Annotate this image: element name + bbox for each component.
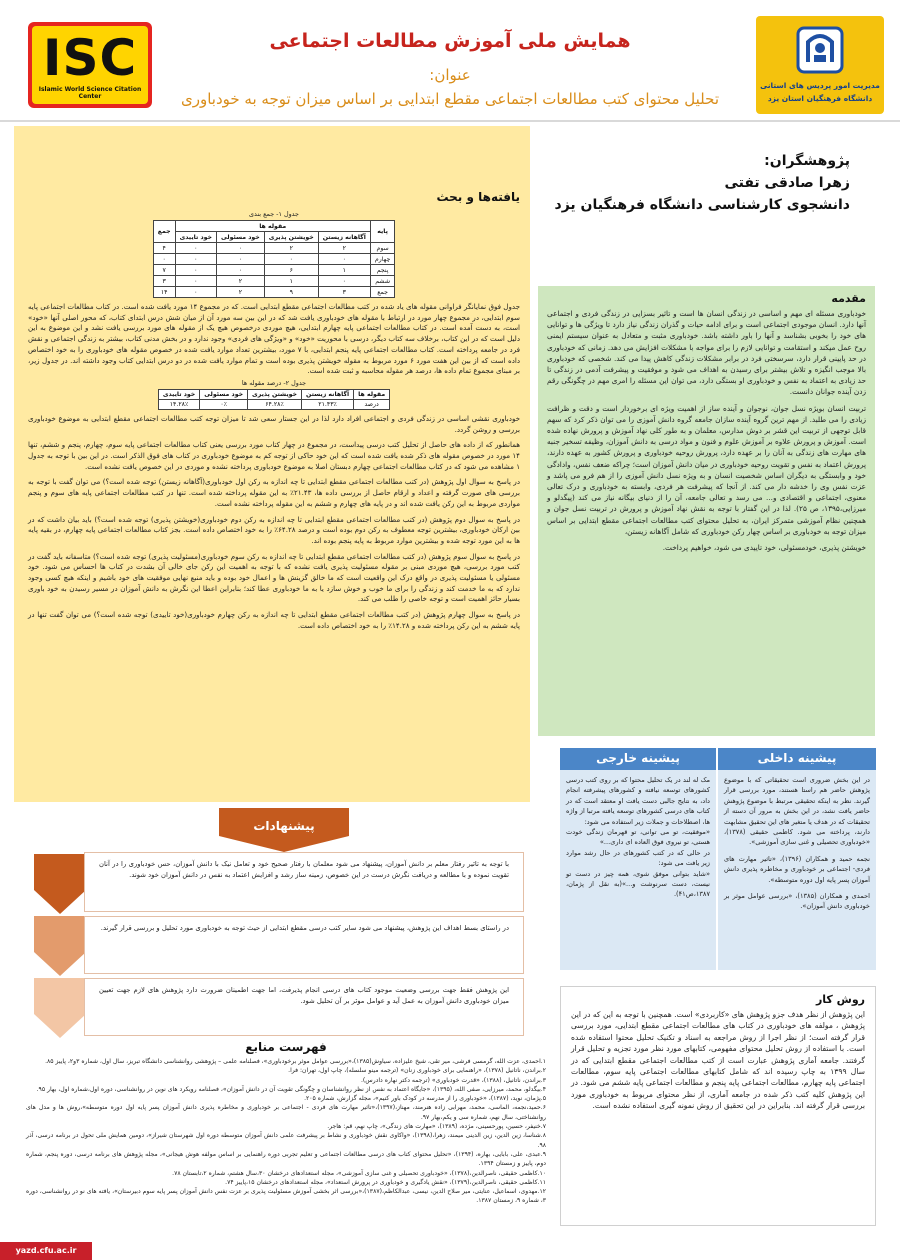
table-cell: ۰ <box>264 254 318 265</box>
table-cell: ۶ <box>264 265 318 276</box>
reference-item: ۲.براندن، ناتانیل (۱۳۷۸)، «راهنمایی برای خودباوری زنان» (ترجمه مینو سلسله)، چاپ اول، تهران: فرا. <box>288 1067 546 1075</box>
conference-title: همایش ملی آموزش مطالعات اجتماعی <box>269 30 631 52</box>
method-heading: روش کار <box>815 993 865 1006</box>
isc-logo-inner <box>32 26 148 104</box>
isc-logo <box>28 22 152 108</box>
table-cell: ۲ <box>318 243 370 254</box>
table-cell: ۲ <box>216 287 264 298</box>
method-box <box>560 986 876 1226</box>
reference-item: ۱۰.کاظمی حقیقی، ناصرالدین،(۱۳۷۸)، «خودباوری تحصیلی و غنی سازی آموزشی»، مجله استعدادهای درخشان ۳۰،سال هشتم، شماره ۲،تابستان ۷۸. <box>172 1169 546 1177</box>
table-cell: ۲ <box>264 243 318 254</box>
university-logo <box>756 16 884 114</box>
introduction-box <box>538 286 875 736</box>
table-cell: ۱۴ <box>153 287 175 298</box>
table-cell: ۱ <box>264 276 318 287</box>
findings-paragraph: در پاسخ به سوال دوم پژوهش (در کتب مطالعات اجتماعی مقطع ابتدایی تا چه اندازه به رکن دوم خودباوری(خویشتن پذیری) توجه شده است؟) باید بیان داشت که در بین ارکان خودباوری، بیشترین توجه معطوف به رکن دوم بوده است و درصد ۶۴.۲۸٪ را به خود اختصاص داده است. بجز کتاب مطالعات اجتماعی پایه چهارم، در بقیه پایه ها به این مورد توجه شده و بیشترین موارد مربوط به پایه پنجم بوده اند. <box>28 514 520 545</box>
introduction-heading: مقدمه <box>831 292 866 305</box>
findings-paragraph: در پاسخ به سوال چهارم پژوهش (در کتب مطالعات اجتماعی مقطع ابتدایی تا چه اندازه به رکن چهارم خودباوری(خود تاییدی) توجه شده است؟) می توان گفت تنها در پایه ششم به این رکن پرداخته شده و ۱۴.۲۸٪ را به خود اختصاص داده است. <box>28 610 520 630</box>
references-list <box>26 1057 546 1206</box>
external-background-paragraph: «موفقیت، تو می توانی، تو قهرمان زندگی خودت هستی، تو نیروی فوق العاده ای داری...» <box>566 828 710 847</box>
table-cell: ۲۱.۴۳٪ <box>302 399 354 409</box>
table-subheader: خویشتن پذیری <box>264 232 318 243</box>
internal-background-box <box>718 748 876 970</box>
reference-item: ۱۱.کاظمی حقیقی، ناصرالدین،(۱۳۷۹)، «نقش یادگیری و خودباوری در پرورش استعداد»، مجله استعدادهای درخشان ۱۵،پاییز ۷۴. <box>225 1178 546 1186</box>
table-row <box>153 287 395 298</box>
findings-paragraph: جدول فوق نمایانگر فراوانی مقوله های یاد شده در کتب مطالعات اجتماعی مقطع ابتدایی است. که در مجموع ۱۴ مورد یافت شده است. در کتاب مطالعات اجتماعی پایه سوم ابتدایی، در مجموع چهار مورد در ارتباط با مقوله های خودباوری یافت شد که در این بین سه مورد آن از میان شش درس ابتدای کتاب، که محور اصلی آنها «خود» است، به دست آمده است. در کتاب مطالعات اجتماعی پایه چهارم ابتدایی، هیچ موردی درخصوص هیچ یک از مقوله های مورد بررسی یافت نشد و این موضوع به این دلیل است که در این کتاب، برخلاف سه کتاب دیگر، درسی با محوریت «خود» و «ویژگی های فردی» وجود ندارد و در بخش مدنی کتاب، بیشتر به زندگی اجتماعی و نقش فرد در جامعه پرداخته است. کتاب مطالعات اجتماعی پایه پنجم ابتدایی، با ۷ مورد، بیشترین تعداد موارد یافت شده در خصوص مقوله های خودباوری را به خود اختصاص داده است که از بین این هفت مورد ۶ مورد مربوط به مقوله خویشتن پذیری بوده است و تمام موارد یافت شده در دو درس ابتدایی کتاب وجود داشته اند. در جدول زیر، بر مبنای مجموع تمام داده ها، درصد هر مقوله محاسبه و ثبت شده است. <box>28 302 521 376</box>
reference-item: ۱.احمدی، عزت الله، گرمسی فرشی، میر تقی، شیخ علیزاده، سیاوش(۱۳۸۵)،«بررسی عوامل موثر برخودباوری»، فصلنامه علمی – پژوهشی روانشناسی دانشگاه تبریز، سال اول، شماره ۳و۲، پاییز ۸۵. <box>45 1058 546 1065</box>
researchers-block <box>550 150 850 216</box>
table-header: آگاهانه زیستن <box>302 389 354 399</box>
table-cell: ۷ <box>153 265 175 276</box>
suggestion-item: این پژوهش فقط جهت بررسی وضعیت موجود کتاب های درسی انجام پذیرفت، اما جهت اطمینان ضرورت دارد پژوهش های لازم جهت تعیین میزان خودباوری دانش آموزان به عمل آید و عوامل موثر بر آن تحلیل شود. <box>84 978 524 1036</box>
table-cell: سوم <box>370 243 394 254</box>
internal-background-text <box>718 770 876 917</box>
table-cell: چهارم <box>370 254 394 265</box>
isc-logo-caption: Islamic World Science Citation Center <box>38 86 142 100</box>
table-subheader: آگاهانه زیستن <box>318 232 370 243</box>
reference-item: ۳.براندن، ناتانیل، (۱۳۸۸)، «قدرت خودباوری» (ترجمه دکتر نهاره دادرس). <box>360 1076 546 1084</box>
table-row <box>153 276 395 287</box>
internal-background-paragraph: نجمه حمید و همکاران (۱۳۹۶)، «تاثیر مهارت های فردی- اجتماعی بر خودباوری و مخاطره پذیری دانش آموزان پسر پایه اول دوره متوسطه». <box>724 854 870 884</box>
table-cell: ۰ <box>175 254 216 265</box>
table-row <box>158 399 389 409</box>
table-cell: ۰ <box>175 243 216 254</box>
poster-title: تحلیل محتوای کتب مطالعات اجتماعی مقطع ابتدایی بر اساس میزان توجه به خودباوری <box>180 90 719 108</box>
table-cell: ۳ <box>318 287 370 298</box>
university-emblem-icon <box>792 22 848 78</box>
table-cell: ششم <box>370 276 394 287</box>
table-cell: ۰٪ <box>200 399 248 409</box>
researcher-name: زهرا صادقی تفتی <box>724 175 850 191</box>
findings-paragraph: در پاسخ به سوال سوم پژوهش (در کتب مطالعات اجتماعی مقطع ابتدایی تا چه اندازه به رکن سوم خودباوری(مسئولیت پذیری) توجه شده است؟) متاسفانه باید گفت در کتب مورد بررسی، هیچ موردی مبنی بر مقوله مسئولیت پذیری یافت نشده که با توجه به اهمیت این رکن جای خالی آن بشدت در کتاب ها احساس می شود. خود مسئولی یا مسئولیت پذیری در واقع درک این واقعیت است که ما خالق گزینش ها و اعمال خود بوده و باید منبع نهایی موفقیت های خود باشیم و اینکه هیچ کسی وجود ندارد که به ما خدمت کند و زندگی را برای ما خوب و خوش سازد یا به ما خودباوری عطا کند؛ بنابراین اعطا این نگرش به دانش آموزان در مسیر رسیدن به خود باوری بسیار حائز اهمیت است و توجه خاصی را طلب می کند. <box>28 551 520 604</box>
suggestions-arrow-icon <box>34 854 86 1040</box>
reference-item: ۵.پژمان، نوید، (۱۳۸۷)، «خودباوری را از مدرسه در کودک باور کنیم»، مجله گزارش، شماره ۲۰۵. <box>304 1095 546 1103</box>
table-cell: ۱۴.۲۸٪ <box>158 399 199 409</box>
table-row <box>153 232 395 243</box>
table-1-summary <box>153 220 396 298</box>
introduction-paragraph: خودباوری مسئله ای مهم و اساسی در زندگی انسان ها است و تاثیر بسزایی در زندگی فردی و اجتماعی آنها دارد. انسان موجودی اجتماعی است و برای ادامه حیات و گذران زندگی نیاز دارد تا ویژگی ها و توانایی های خود را بخوبی بشناسد و آنها را باور داشته باشد. خودباوری مثبت و متعادل به عنوان سیستم ایمنی روح عمل میکند و استقامت و توانایی لازم را برای مواجه با مشکلات افزایش می دهد. زمانی که خودباوری در حد پایینی قرار دارد، سرسختی فرد در برابر مشکلات زندگی کاهش پیدا می کند. شخصی که خودباوری بالا موجب انگیزه و تلاش بیشتر برای رسیدن به اهداف می شود و موفقیت و پیشرفت آدمی در زندگی تا حد زیادی به اعتماد به نفس و خودباوری او بستگی دارد، می توان این مسئله را امری مهم در چگونگی رقم زدن آینده جوانان دانست. <box>547 309 866 397</box>
findings-box <box>14 126 530 802</box>
findings-paragraph: همانطور که از داده های حاصل از تحلیل کتب درسی پیداست، در مجموع در چهار کتاب مورد بررسی یعنی کتاب مطالعات اجتماعی پایه سوم، چهارم، پنجم و ششم، تنها ۱۴ مورد در خصوص مقوله های ذکر شده یافت شده است که این خود حاکی از توجه کم به موضوع خودباوری در کتاب های فوق الذکر است. در این بین با توجه به جدول ۱ مشاهده می شود که در کتاب مطالعات اجتماعی چهارم دبستان اصلا به موضوع خودباوری پرداخته نشده و موردی در این خصوص یافت نشده است. <box>28 440 520 471</box>
internal-background-heading: پیشینه داخلی <box>718 748 876 770</box>
suggestions-section <box>34 808 530 1040</box>
table-2-percentages <box>158 389 390 410</box>
poster-header <box>0 0 900 122</box>
table-cell: درصد <box>354 399 390 409</box>
external-background-box <box>560 748 716 970</box>
reference-item: ۷.خنیفر، حسین، پورحسینی، مژده، (۱۳۸۹)، «مهارت های زندگی»، چاپ نهم، قم: هاجر. <box>327 1123 546 1131</box>
table-row <box>153 243 395 254</box>
table-row <box>153 254 395 265</box>
table-cell: ۰ <box>175 276 216 287</box>
table-row <box>153 265 395 276</box>
external-background-text <box>560 770 716 905</box>
table-cell: ۰ <box>216 265 264 276</box>
university-line-2: دانشگاه فرهنگیان استان یزد <box>767 94 873 103</box>
table-row <box>158 389 389 399</box>
table-header-categories: مقوله ها <box>175 221 370 232</box>
table-subheader: خود مسئولی <box>216 232 264 243</box>
table-cell: ۰ <box>216 254 264 265</box>
suggestions-banner <box>219 808 349 852</box>
external-background-heading: پیشینه خارجی <box>560 748 716 770</box>
reference-item: ۹.عبدی، علی، بابایی، بهاره، (۱۳۹۴)، «تحلیل محتوای کتاب های درسی مطالعات اجتماعی و تعلیم تجربی دوره راهنمایی بر اساس مولفه هوش هیجانی»، مجله پژوهش های برنامه درسی، دوره پنجم، شماره دوم، پاییز و زمستان ۱۳۹۴. <box>26 1150 546 1168</box>
internal-background-paragraph: در این بخش ضروری است تحقیقاتی که با موضوع پژوهش حاضر هم راستا هستند، مورد بررسی قرار گیرند. نظر به اینکه تحقیقی مرتبط با موضوع پژوهش حاضر یافت نشد، در این بخش به مرور آن دسته از تحقیقات که در هدف یا متغیر های این تحقیق مشابهت دارند، پرداخته می شود. کاظمی حقیقی (۱۳۷۸)، «خودباوری تحصیلی و غنی سازی آموزشی». <box>724 776 870 847</box>
table-header: خود مسئولی <box>200 389 248 399</box>
introduction-paragraph: تربیت انسان بویژه نسل جوان، نوجوان و آینده ساز از اهمیت ویژه ای برخوردار است و دقت و ظرافت زیادی را می طلبد. از مهم ترین گروه آینده سازان جامعه گروه دانش آموزی را می توان ذکر کرد که سهم قابل توجهی از تربیت این قشر بر دوش مدارس، معلمان و به طور کلی نهاد آموزش و پرورش نهاده شده است. آموزش و پرورش علاوه بر آموزش علوم و فنون و مواد درسی به دانش آموزان، وظیفه تسخیر جنبه های مهارت های زندگی به آنان را بر عهده دارد، پرورش روحیه خودباوری و پرورش کشور به عهده دارند، پرورش اعتماد به نفس و تقویت روحیه خودباوری در میان دانش آموزان است؛ چراکه ضعف نفس، وادادگی خود و وابستگی به دیگران اساس شخصیت انسان و به ویژه نسل دانش آموزی را از هم فرو می پاشد و عزت نفس وی را خدشه دار می کند. از آنجا که پیشرفت هر فردی، وابسته به خودباوری و درک تعالی معنوی، اجتماعی و اقتصادی و... می رسد و تعالی جامعه، آن را از دنیای بیگانه نیاز می کند (پیگدلو و میرزایی،۱۳۹۵، ص ۲۵). لذا در این گفتار با توجه به نقش نهاد آموزش و پرورش در تربیت نسل جوان و همچنین نظام آموزشی متمرکز ایران، به تحلیل محتوای کتب مطالعات اجتماعی مقطع ابتدایی بر اساس میزان توجه به خودباوری بر اساس چهار رکن خودباوری که شامل آگاهانه زیستن، <box>547 403 866 536</box>
table-cell: ۳ <box>153 276 175 287</box>
references-section <box>20 1040 552 1258</box>
table-cell: ۰ <box>153 254 175 265</box>
table-cell: ۶۴.۲۸٪ <box>248 399 302 409</box>
introduction-text <box>547 308 866 553</box>
findings-paragraph: خودباوری نقشی اساسی در زندگی فردی و اجتماعی افراد دارد لذا در این جستار سعی شد تا میزان توجه کتب مطالعات اجتماعی مقطع ابتدایی به موضوع خودباوری بررسی و روشن گردد. <box>28 413 520 434</box>
table-cell: ۰ <box>318 254 370 265</box>
references-heading: فهرست منابع <box>245 1040 327 1054</box>
title-label: عنوان: <box>429 66 471 84</box>
footer-url-link[interactable]: yazd.cfu.ac.ir <box>0 1242 92 1260</box>
external-background-paragraph: در حالی که در کتب کشورهای در حال رشد موارد زیر یافت می شود: <box>566 848 710 868</box>
table-header-total: جمع <box>153 221 175 243</box>
table-1-caption: جدول ۱- جمع بندی <box>249 210 299 218</box>
reference-item: ۱۲.مهدوی، اسماعیل، عنایتی، میر صلاح الدین، نیسی، عبدالکاظم،(۱۳۸۷)،«بررسی اثر بخشی آموزش مسئولیت پذیری بر عزت نفس دانش آموزان پسر پایه سوم دبیرستان»، یافته های نو در روانشناسی، دوره ۳، شماره ۹، زمستان ۱۳۸۷. <box>26 1188 546 1205</box>
table-cell: ۰ <box>175 265 216 276</box>
table-header: مقوله ها <box>354 389 390 399</box>
table-row <box>153 221 395 232</box>
reference-item: ۸.شناسا، زین الدین، زین الدینی میمند، زهرا،(۱۳۹۸)، «واکاوی نقش خودباوری و نشاط بر پیشرفت علمی دانش آموزان متوسطه دوره اول شهرستان شیراز»، دومین همایش ملی تحول در برنامه درسی، آذر ۹۸. <box>26 1132 546 1149</box>
researchers-label: پژوهشگران: <box>764 153 850 169</box>
suggestions-heading: پیشنهادات <box>253 819 315 833</box>
table-cell: ۰ <box>216 243 264 254</box>
university-line-1: مدیریت امور پردیس های استانی <box>760 81 880 90</box>
external-background-paragraph: مک له لند در یک تحلیل محتوا که بر روی کتب درسی کشورهای توسعه نیافته و کشورهای پیشرفته انجام داد، به نتایج جالبی دست یافت او معتقد است که در کتاب های درسی کشورهای توسعه یافته مرتبا از واژه ها، اصطلاحات و جملات زیر استفاده می شود: <box>566 776 710 826</box>
method-text: این پژوهش از نظر هدف جزو پژوهش های «کاربردی» است. همچنین با توجه به این که در این پژوهش ، مولفه های خودباوری در کتاب های مطالعات اجتماعی مقطع ابتدایی، مورد بررسی قرار گرفته است؛ از نظر اجرا از روش مراجعه به اسناد و تکنیک تحلیل محتوا استفاده شده است. با استفاده از روش تحلیل محتوای مفهومی، کتابهای مورد نظر مورد تجزیه و تحلیل قرار گرفتند. جامعه آماری پژوهش عبارت است از کتب مطالعات اجتماعی مقطع ابتدایی که در سال ۱۳۹۹ به چاپ رسیده اند که شامل کتابهای مطالعات اجتماعی پایه سوم، مطالعات اجتماعی پایه چهارم، مطالعات اجتماعی پایه پنجم و مطالعات اجتماعی پایه ششم می شود. در این پژوهش کلیه کتب ذکر شده در جامعه آماری، از نظر محتوای مربوط به خودباوری مورد بررسی قرار گرفته اند. بنابراین در این تحقیق از روش نمونه گیری استفاده نشده است. <box>570 1010 865 1111</box>
table-header-grade: پایه <box>370 221 394 243</box>
findings-paragraph: در پاسخ به سوال اول پژوهش (در کتب مطالعات اجتماعی مقطع ابتدایی تا چه اندازه به رکن اول خودباوری(آگاهانه زیستن) توجه شده است؟) می توان گفت با توجه به بررسی های صورت گرفته و اعداد و ارقام حاصل از بررسی داده ها، ۲۱.۴۳٪ به این مقوله پرداخته شده است. تنها در کتب مطالعات اجتماعی پایه های سوم و پنجم مواردی مربوط به این رکن یافت شده اند و در پایه های چهارم و ششم به این مقوله پرداخته نشده است. <box>28 477 521 508</box>
table-cell: ۹ <box>264 287 318 298</box>
table-cell: ۴ <box>153 243 175 254</box>
table-cell: جمع <box>370 287 394 298</box>
findings-discussion <box>28 414 520 632</box>
table-header: خویشتن پذیری <box>248 389 302 399</box>
suggestion-item: با توجه به تاثیر رفتار معلم بر دانش آموزان، پیشنهاد می شود معلمان با رفتار صحیح خود و تعامل نیک با دانش آموزان، حس خودباوری را در آنان تقویت نموده و با مطالعه و دریافت نگرش درست در این خصوص، زمینه ساز رشد و افزایش اعتماد به نفس در دانش آموزان خود شوند. <box>84 852 524 912</box>
table-header: خود تاییدی <box>158 389 199 399</box>
external-background-paragraph: «شاید بتوانی موفق شوی، همه چیز در دست تو نیست، دست سرنوشت و...»(به نقل از پژمان، ۱۳۸۷،ص۴۱). <box>566 869 710 899</box>
table-cell: ۰ <box>318 276 370 287</box>
researcher-affiliation: دانشجوی کارشناسی دانشگاه فرهنگیان یزد <box>554 197 850 213</box>
table-subheader: خود تاییدی <box>175 232 216 243</box>
suggestion-item: در راستای بسط اهداف این پژوهش، پیشنهاد می شود سایر کتب درسی مقطع ابتدایی از حیث توجه به خودباوری مورد تحلیل و بررسی قرار گیرند. <box>84 916 524 974</box>
table-cell: پنجم <box>370 265 394 276</box>
table-cell: ۱ <box>318 265 370 276</box>
introduction-paragraph: خویشتن پذیری، خودمسئولی، خود تاییدی می شود، خواهیم پرداخت. <box>662 543 866 553</box>
internal-background-paragraph: احمدی و همکاران (۱۳۸۵)، «بررسی عوامل موثر بر خودباوری دانش آموزان». <box>724 892 870 911</box>
reference-item: ۴.بیگدلو، محمد، میرزایی، صفی الله، (۱۳۹۵)، «جایگاه اعتماد به نفس از نظر روانشناسان و چگونگی تقویت آن در دانش آموزان»، فصلنامه رویکرد های نوین در روانشناسی، دوره اول،شماره اول، بهار ۹۵. <box>36 1085 546 1093</box>
table-cell: ۰ <box>175 287 216 298</box>
findings-heading: یافته‌ها و بحث <box>436 190 520 204</box>
reference-item: ۶.حمید،نجمه، الماسی، محمد، مهرابی زاده هنرمند، مهناز،(۱۳۹۷)،«تاثیر مهارت های فردی - اجتماعی بر خودباوری و مخاطره پذیری دانش آموزان پسر پایه اول دوره متوسطه»،روش ها و مدل های روانشناختی، سال نهم، شماره سی و یکم،بهار ۹۷. <box>26 1104 546 1121</box>
table-cell: ۲ <box>216 276 264 287</box>
table-2-caption: جدول ۲- درصد مقوله ها <box>241 378 307 387</box>
isc-logo-letters: ISC <box>42 29 138 87</box>
